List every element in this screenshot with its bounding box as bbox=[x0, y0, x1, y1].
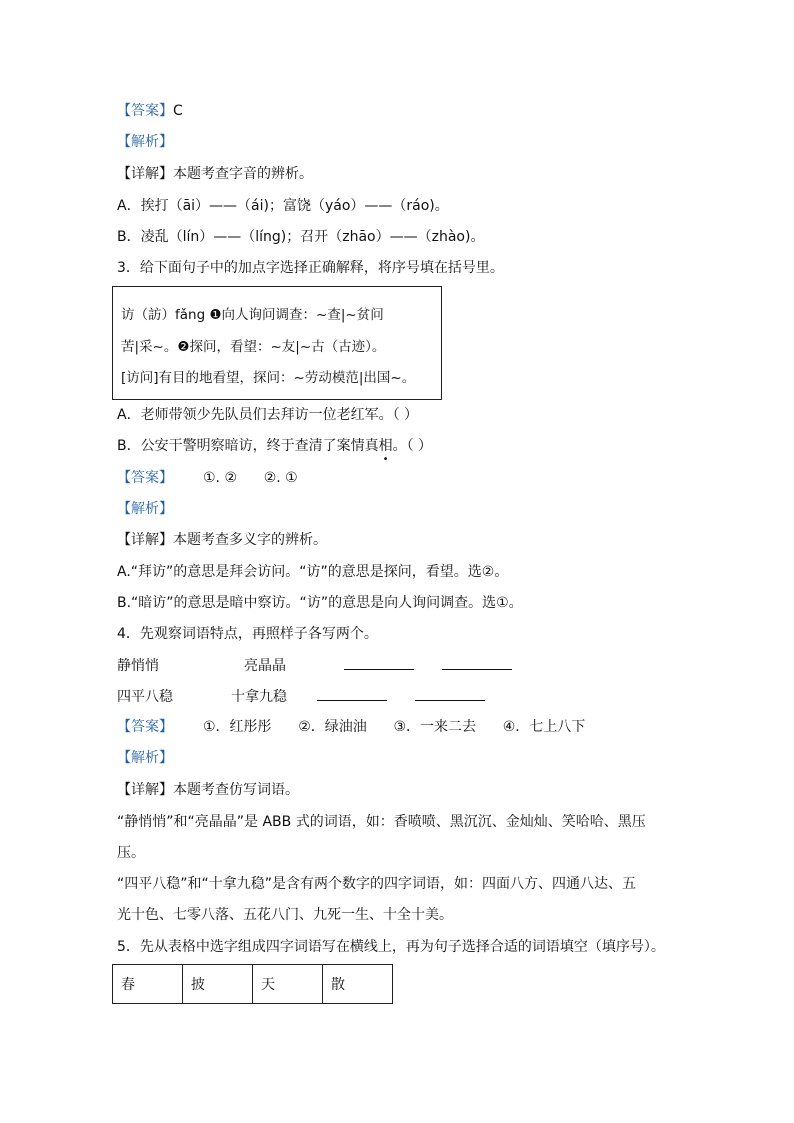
q3-detail: 【详解】本题考查多义字的辨析。 bbox=[117, 532, 327, 548]
answer-tag: 【答案】 bbox=[117, 103, 173, 119]
q3-option-a: A．老师带领少先队员们去拜访一位老红军。（ ） bbox=[117, 407, 419, 423]
q2-analysis-tag: 【解析】 bbox=[117, 134, 173, 150]
q4-explanation-2-line-1: “四平八稳”和“十拿九稳”是含有两个数字的四字词语，如：四面八方、四通八达、五 bbox=[117, 876, 637, 892]
example-word: 四平八稳 bbox=[117, 689, 173, 705]
example-word: 十拿九稳 bbox=[231, 689, 287, 705]
q2-option-a: A．挨打（āi）——（ái)；富饶（yáo）——（ráo)。 bbox=[117, 198, 449, 214]
q3-option-b bbox=[117, 436, 432, 456]
q2-option-b: B．凌乱（lín）——（líng)；召开（zhāo）——（zhào)。 bbox=[117, 229, 485, 245]
fill-blank[interactable] bbox=[317, 686, 387, 701]
option-b-blank: 。（ ） bbox=[392, 438, 433, 454]
q4-answer bbox=[117, 717, 585, 737]
entry-line-3: [访问]有目的地看望，探问：~劳动模范|出国~。 bbox=[121, 370, 416, 386]
entry-line-2: 苦|采~。❷探问，看望：~友|~古（古迹）。 bbox=[121, 339, 386, 355]
q5-title: 5．先从表格中选字组成四字词语写在横线上，再为句子选择合适的词语填空（填序号）。 bbox=[117, 939, 665, 955]
q2-answer bbox=[117, 101, 183, 121]
table-row bbox=[113, 965, 393, 1004]
q4-explanation-2-line-2: 光十色、七零八落、五花八门、九死一生、十全十美。 bbox=[117, 907, 453, 923]
entry-line-1: 访（訪）fǎng ❶向人询问调查：~查|~贫问 bbox=[121, 307, 384, 323]
q4-analysis-tag: 【解析】 bbox=[117, 750, 173, 766]
answer-value: ①. ② ②. ① bbox=[203, 470, 298, 486]
table-cell: 散 bbox=[323, 965, 393, 1004]
answer-tag: 【答案】 bbox=[117, 719, 173, 735]
table-cell: 披 bbox=[183, 965, 253, 1004]
q4-explanation-1-line-2: 压。 bbox=[117, 845, 145, 861]
table-cell: 天 bbox=[253, 965, 323, 1004]
q3-explanation-b: B.“暗访”的意思是暗中察访。“访”的意思是向人询问调查。选①。 bbox=[117, 595, 523, 611]
answer-value: C bbox=[173, 103, 183, 119]
q3-title: 3．给下面句子中的加点字选择正确解释，将序号填在括号里。 bbox=[117, 260, 504, 276]
fill-blank[interactable] bbox=[415, 686, 485, 701]
character-table bbox=[112, 964, 393, 1004]
q3-answer bbox=[117, 468, 298, 488]
q4-example-row-2 bbox=[117, 686, 485, 707]
q4-title: 4．先观察词语特点，再照样子各写两个。 bbox=[117, 626, 378, 642]
emphasized-char: 相 bbox=[378, 438, 393, 454]
table-cell: 春 bbox=[113, 965, 183, 1004]
q3-analysis-tag: 【解析】 bbox=[117, 501, 173, 517]
dictionary-entry-box bbox=[112, 286, 442, 400]
fill-blank[interactable] bbox=[344, 655, 414, 670]
q4-example-row-1 bbox=[117, 655, 512, 676]
q2-detail: 【详解】本题考查字音的辨析。 bbox=[117, 166, 313, 182]
q4-detail: 【详解】本题考查仿写词语。 bbox=[117, 782, 299, 798]
q3-explanation-a: A.“拜访”的意思是拜会访问。“访”的意思是探问，看望。选②。 bbox=[117, 564, 509, 580]
example-word: 静悄悄 bbox=[117, 658, 159, 674]
answer-value: ①．红彤彤 ②．绿油油 ③．一来二去 ④．七上八下 bbox=[203, 719, 586, 735]
fill-blank[interactable] bbox=[442, 655, 512, 670]
answer-tag: 【答案】 bbox=[117, 470, 173, 486]
q4-explanation-1-line-1: “静悄悄”和“亮晶晶”是 ABB 式的词语，如：香喷喷、黑沉沉、金灿灿、笑哈哈、黑压 bbox=[117, 814, 646, 830]
example-word: 亮晶晶 bbox=[244, 658, 286, 674]
option-b-text: B．公安干警明察暗访，终于查清了案情真 bbox=[117, 438, 379, 454]
